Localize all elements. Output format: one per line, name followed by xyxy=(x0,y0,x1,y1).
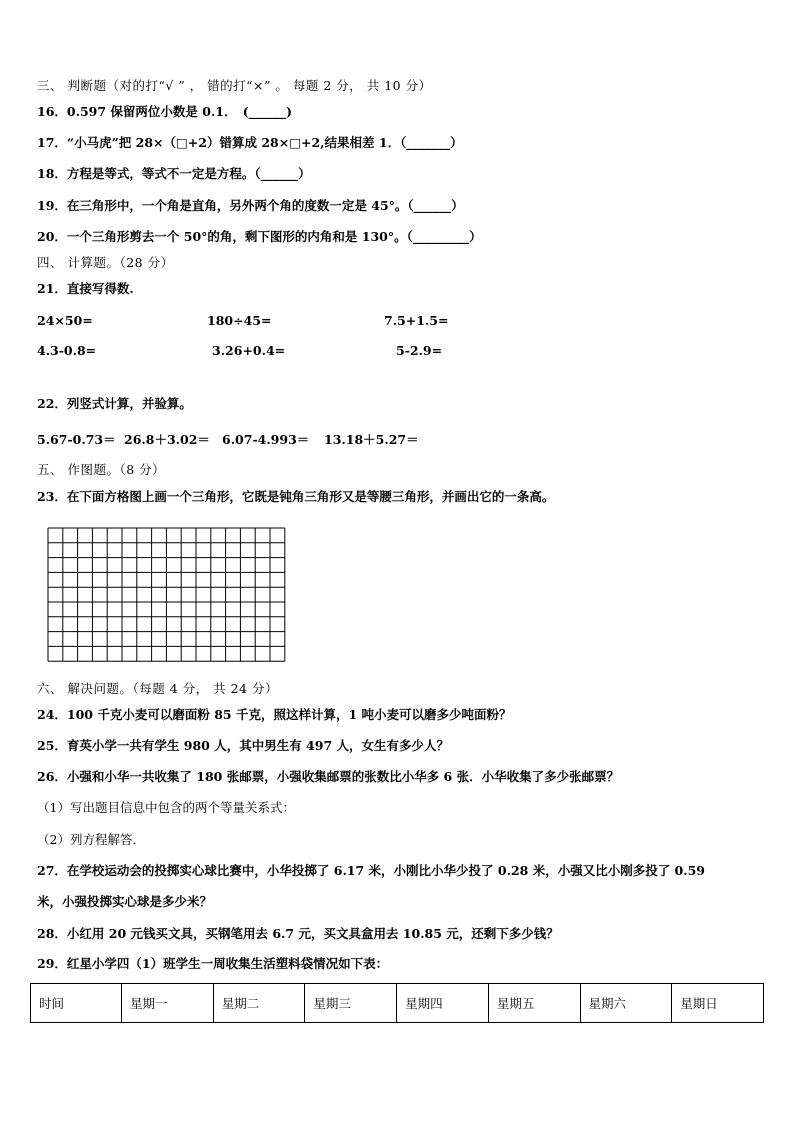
question-22: 22．列竖式计算，并验算。 xyxy=(37,396,192,411)
table-header-cell: 星期四 xyxy=(397,984,489,1023)
section-3-heading: 三、 判断题（对的打“√ ” ， 错的打“×” 。 每题 2 分， 共 10 分） xyxy=(37,78,432,93)
direct-calc-item: 24×50= xyxy=(37,313,93,328)
drawing-grid[interactable] xyxy=(47,527,287,665)
section-6-heading: 六、 解决问题。（每题 4 分， 共 24 分） xyxy=(37,681,278,696)
table-header-cell: 星期日 xyxy=(672,984,764,1023)
vertical-calc-item: 26.8＋3.02＝ xyxy=(124,432,210,447)
question-26: 26．小强和小华一共收集了 180 张邮票，小强收集邮票的张数比小华多 6 张．小华收集了多少张邮票？ xyxy=(37,769,620,784)
question-17: 17．“小马虎”把 28×（□+2）错算成 28×□+2,结果相差 1．（_______） xyxy=(37,135,463,150)
question-23: 23．在下面方格图上画一个三角形，它既是钝角三角形又是等腰三角形，并画出它的一条高。 xyxy=(37,489,555,504)
vertical-calc-item: 6.07-4.993＝ xyxy=(222,432,310,447)
table-header-cell: 星期三 xyxy=(305,984,397,1023)
question-18: 18．方程是等式，等式不一定是方程。（______） xyxy=(37,166,311,181)
table-header-cell: 星期一 xyxy=(122,984,214,1023)
question-16: 16．0.597 保留两位小数是 0.1． (______) xyxy=(37,104,293,119)
table-header-cell: 星期二 xyxy=(213,984,305,1023)
question-29: 29．红星小学四（1）班学生一周收集生活塑料袋情况如下表： xyxy=(37,956,389,971)
question-26-part-1: （1）写出题目信息中包含的两个等量关系式： xyxy=(37,800,295,815)
table-header-cell: 星期五 xyxy=(488,984,580,1023)
table-header-cell: 时间 xyxy=(31,984,122,1023)
direct-calc-item: 4.3-0.8= xyxy=(37,343,97,358)
table-row xyxy=(31,984,764,1023)
direct-calc-item: 3.26+0.4= xyxy=(212,343,286,358)
vertical-calc-item: 13.18＋5.27＝ xyxy=(324,432,419,447)
direct-calc-item: 180÷45= xyxy=(207,313,272,328)
direct-calc-item: 7.5+1.5= xyxy=(384,313,449,328)
question-26-part-2: （2）列方程解答． xyxy=(37,832,145,847)
question-27-line-2: 米，小强投掷实心球是多少米？ xyxy=(37,894,213,909)
plastic-bag-table xyxy=(30,983,764,1023)
vertical-calc-item: 5.67-0.73＝ xyxy=(37,432,116,447)
question-28: 28．小红用 20 元钱买文具，买钢笔用去 6.7 元，买文具盒用去 10.85 元，还剩下多少钱？ xyxy=(37,926,559,941)
question-24: 24．100 千克小麦可以磨面粉 85 千克，照这样计算，1 吨小麦可以磨多少吨面粉？ xyxy=(37,707,512,722)
direct-calc-item: 5-2.9= xyxy=(396,343,443,358)
question-25: 25．育英小学一共有学生 980 人，其中男生有 497 人，女生有多少人？ xyxy=(37,738,449,753)
section-5-heading: 五、 作图题。（8 分） xyxy=(37,462,166,477)
question-19: 19．在三角形中，一个角是直角，另外两个角的度数一定是 45°。（______） xyxy=(37,198,464,213)
table-header-cell: 星期六 xyxy=(580,984,672,1023)
question-27-line-1: 27．在学校运动会的投掷实心球比赛中，小华投掷了 6.17 米，小刚比小华少投了 0.28 米，小强又比小刚多投了 0.59 xyxy=(37,863,705,878)
section-4-heading: 四、 计算题。（28 分） xyxy=(37,255,174,270)
question-20: 20．一个三角形剪去一个 50°的角，剩下图形的内角和是 130°。（_________） xyxy=(37,229,482,244)
question-21: 21．直接写得数. xyxy=(37,281,134,296)
